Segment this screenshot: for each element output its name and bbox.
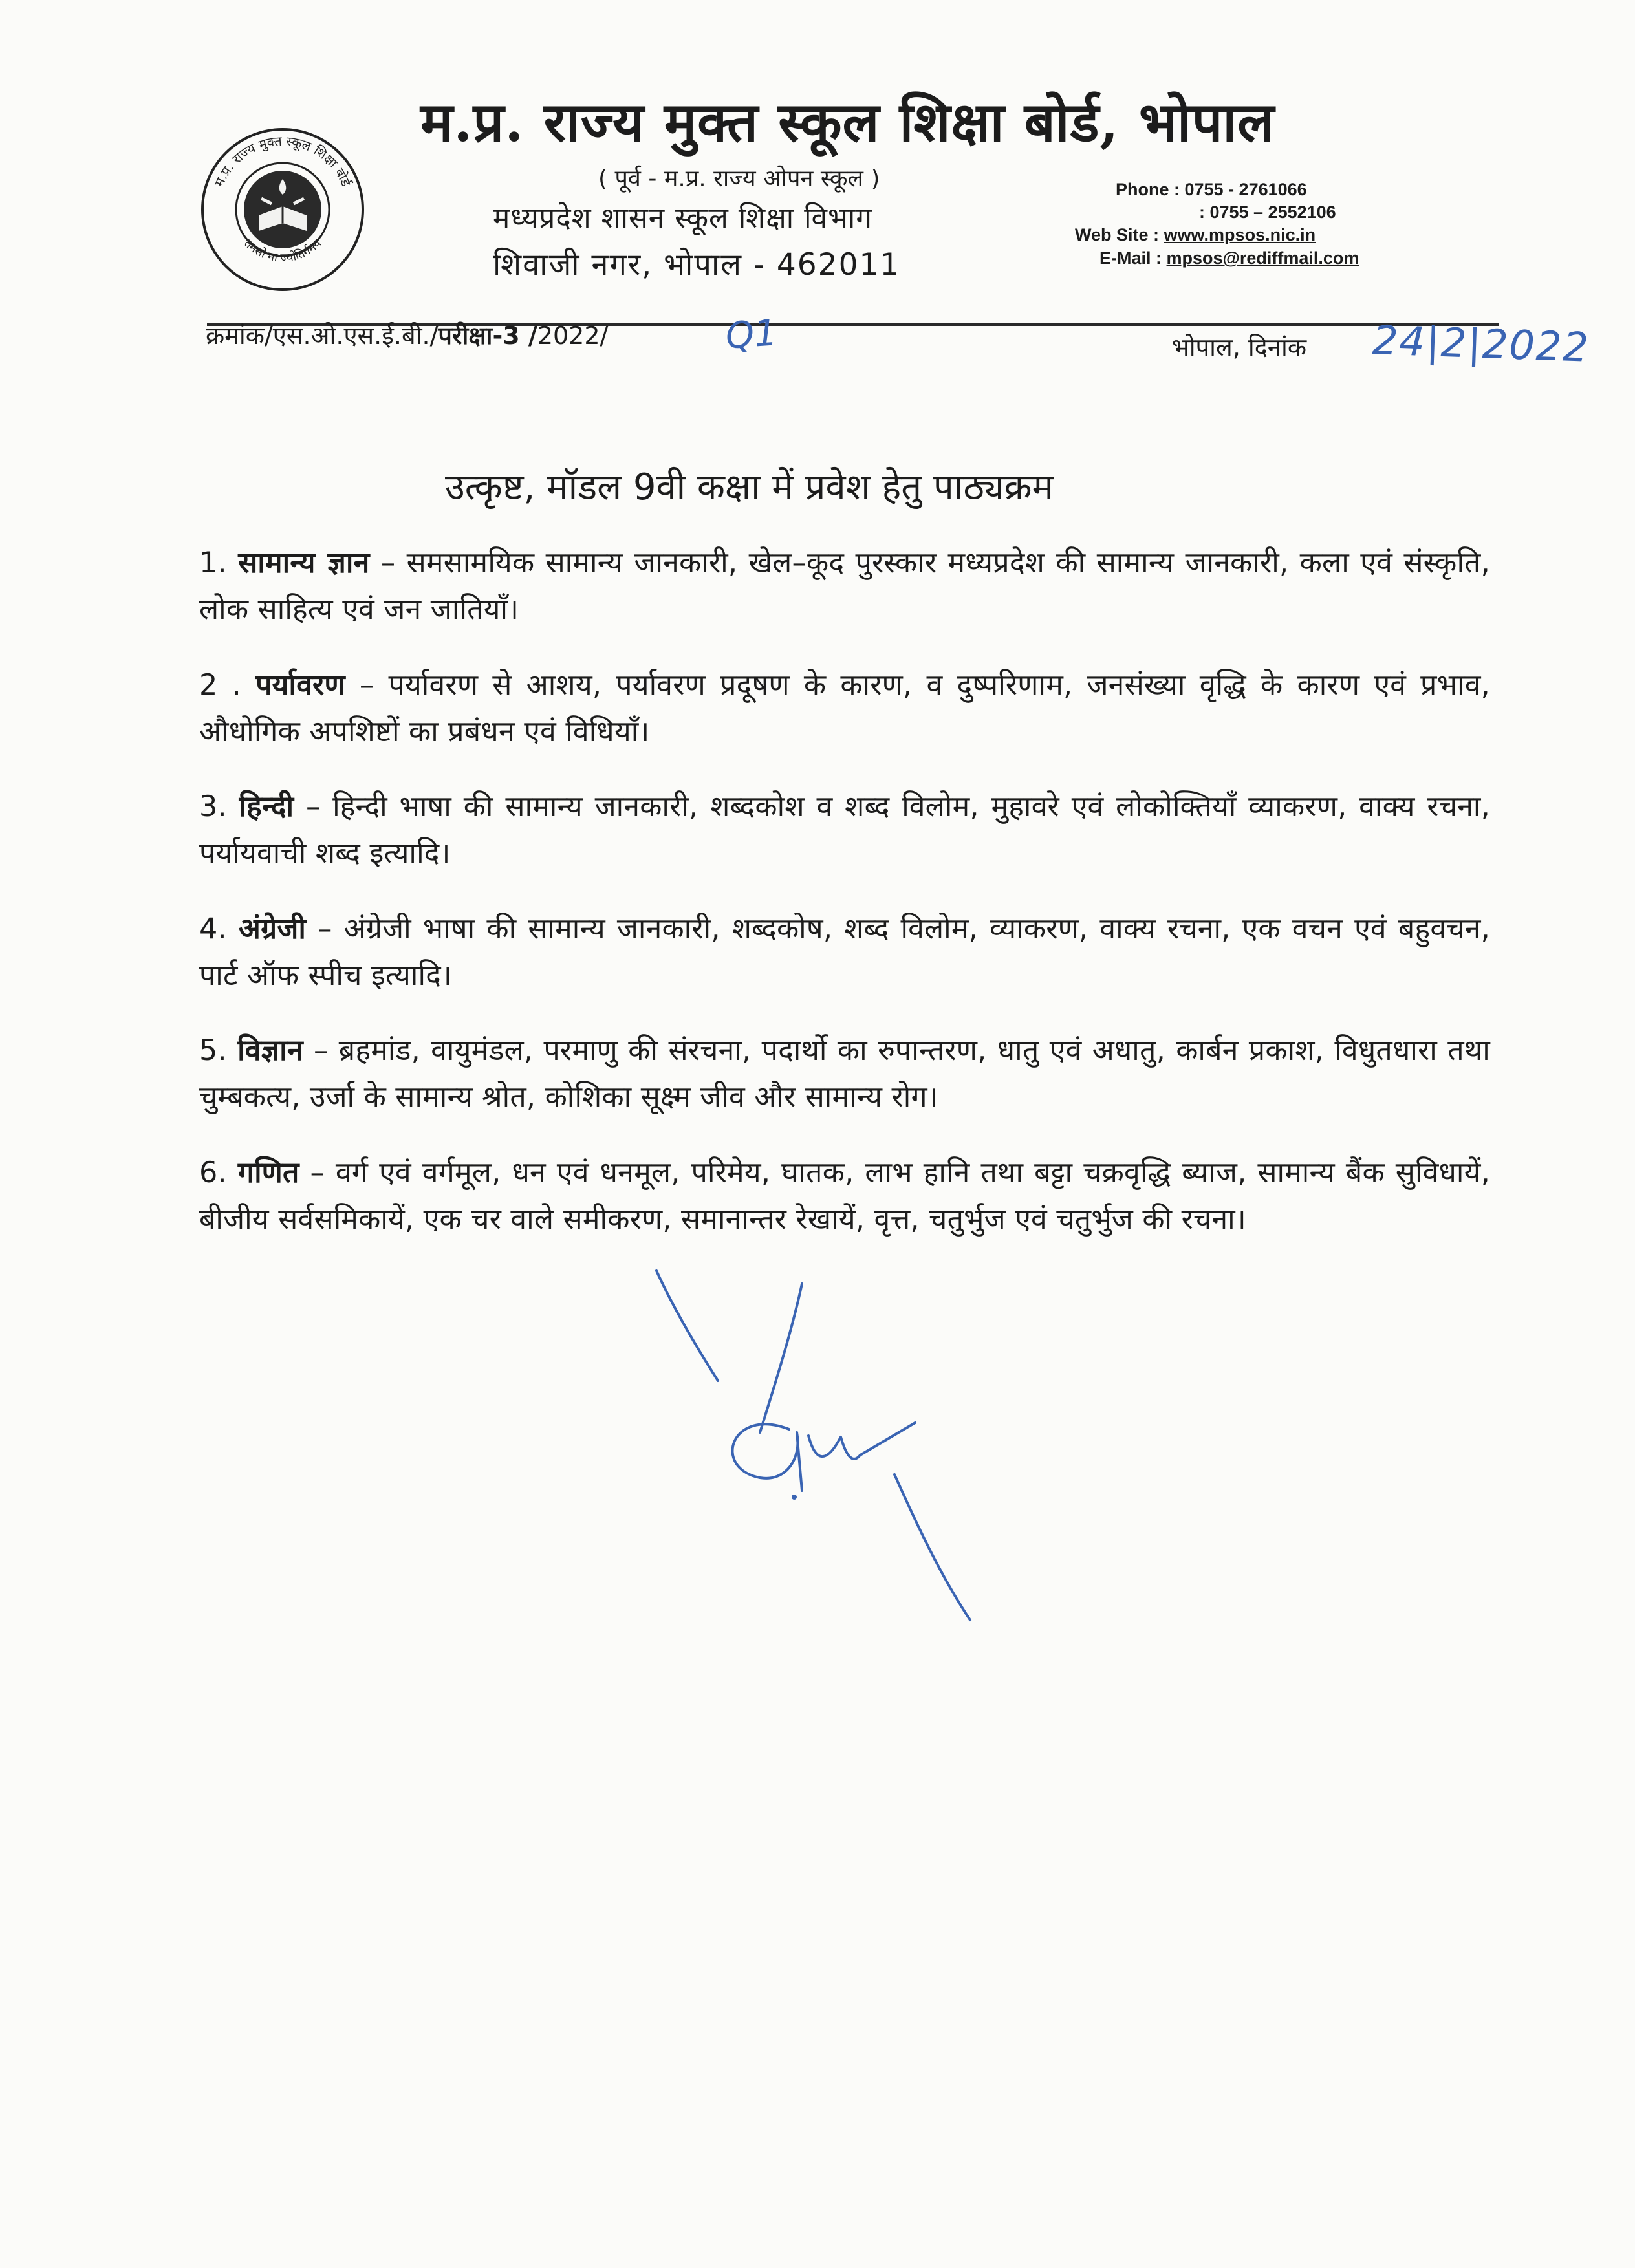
syllabus-item <box>199 906 1490 999</box>
office-address: शिवाजी नगर, भोपाल - 462011 <box>493 247 901 283</box>
syllabus-item <box>199 1150 1490 1243</box>
subject-label: गणित <box>237 1156 299 1189</box>
subject-label: सामान्य ज्ञान <box>238 546 370 579</box>
subject-label: विज्ञान <box>237 1034 303 1067</box>
reference-number <box>206 318 608 352</box>
handwritten-reference-number: Q1 <box>724 312 779 358</box>
website-link[interactable]: www.mpsos.nic.in <box>1164 225 1316 244</box>
former-name-note: ( पूर्व - म.प्र. राज्य ओपन स्कूल ) <box>598 166 880 192</box>
board-name-title: म.प्र. राज्य मुक्त स्कूल शिक्षा बोर्ड, भोपाल <box>420 90 1275 154</box>
handwritten-signature <box>647 1268 983 1630</box>
syllabus-item <box>199 1028 1490 1121</box>
reference-exam: परीक्षा-3 / <box>438 321 537 350</box>
board-seal-logo <box>199 126 366 293</box>
subject-topics: – वर्ग एवं वर्गमूल, धन एवं धनमूल, परिमेय, घातक, लाभ हानि तथा बट्टा चक्रवृद्धि ब्याज, सामान्य बैंक सुविधायें, बीजीय सर्वसमिकायें, एक चर वाले समीकरण, समानान्तर रेखायें, वृत्त, चतुर्भुज एवं चतुर्भुज की रचना। <box>199 1156 1490 1236</box>
seal-motto-text: तमसो मा ज्योतिर्गमय <box>241 237 324 265</box>
subject-topics: – समसामयिक सामान्य जानकारी, खेल–कूद पुरस्कार मध्यप्रदेश की सामान्य जानकारी, कला एवं संस्कृति, लोक साहित्य एवं जन जातियाँ। <box>199 546 1490 626</box>
email-link[interactable]: mpsos@rediffmail.com <box>1166 248 1359 268</box>
syllabus-item <box>199 662 1490 755</box>
seal-outer-text: म.प्र. राज्य मुक्त स्कूल शिक्षा बोर्ड <box>211 133 354 189</box>
website-label: Web Site : <box>1075 225 1160 244</box>
subject-topics: – हिन्दी भाषा की सामान्य जानकारी, शब्दकोश व शब्द विलोम, मुहावरे एवं लोकोक्तियाँ व्याकरण, वाक्य रचना, पर्यायवाची शब्द इत्यादि। <box>199 790 1490 870</box>
department-name: मध्यप्रदेश शासन स्कूल शिक्षा विभाग <box>493 202 873 235</box>
item-number: 5. <box>199 1034 227 1067</box>
subject-label: अंग्रेजी <box>238 912 307 945</box>
document-title: उत्कृष्ट, मॉडल 9वी कक्षा में प्रवेश हेतु पाठ्यक्रम <box>445 466 1054 508</box>
reference-year: 2022/ <box>537 321 609 350</box>
subject-topics: – ब्रहमांड, वायुमंडल, परमाणु की संरचना, पदार्थो का रुपान्तरण, धातु एवं अधातु, कार्बन प्रकाश, विधुतधारा तथा चुम्बकत्य, उर्जा के सामान्य श्रोत, कोशिका सूक्ष्म जीव और सामान्य रोग। <box>199 1034 1490 1114</box>
date-label: भोपाल, दिनांक <box>1172 333 1307 362</box>
subject-label: पर्यावरण <box>255 668 345 702</box>
item-number: 1. <box>199 546 227 579</box>
item-number: 4. <box>199 912 227 945</box>
reference-prefix: क्रमांक/एस.ओ.एस.ई.बी./ <box>206 321 439 350</box>
item-number: 3. <box>199 790 227 823</box>
subject-label: हिन्दी <box>239 790 294 823</box>
item-number: 2 . <box>199 668 241 702</box>
subject-topics: – अंग्रेजी भाषा की सामान्य जानकारी, शब्दकोष, शब्द विलोम, व्याकरण, वाक्य रचना, एक वचन एवं बहुवचन, पार्ट ऑफ स्पीच इत्यादि। <box>199 912 1490 992</box>
email-label: E-Mail : <box>1099 248 1162 268</box>
subject-topics: – पर्यावरण से आशय, पर्यावरण प्रदूषण के कारण, व दुष्परिणाम, जनसंख्या वृद्धि के कारण एवं प्रभाव, औधोगिक अपशिष्टों का प्रबंधन एवं विधियाँ। <box>199 668 1490 748</box>
syllabus-list <box>199 540 1490 1248</box>
email-line <box>1099 248 1359 268</box>
phone-number-2: : 0755 – 2552106 <box>1199 202 1336 222</box>
handwritten-date: 24|2|2022 <box>1371 316 1591 371</box>
website-line <box>1075 225 1316 245</box>
phone-number-1: Phone : 0755 - 2761066 <box>1116 180 1307 199</box>
item-number: 6. <box>199 1156 227 1189</box>
syllabus-item <box>199 540 1490 633</box>
syllabus-item <box>199 784 1490 877</box>
